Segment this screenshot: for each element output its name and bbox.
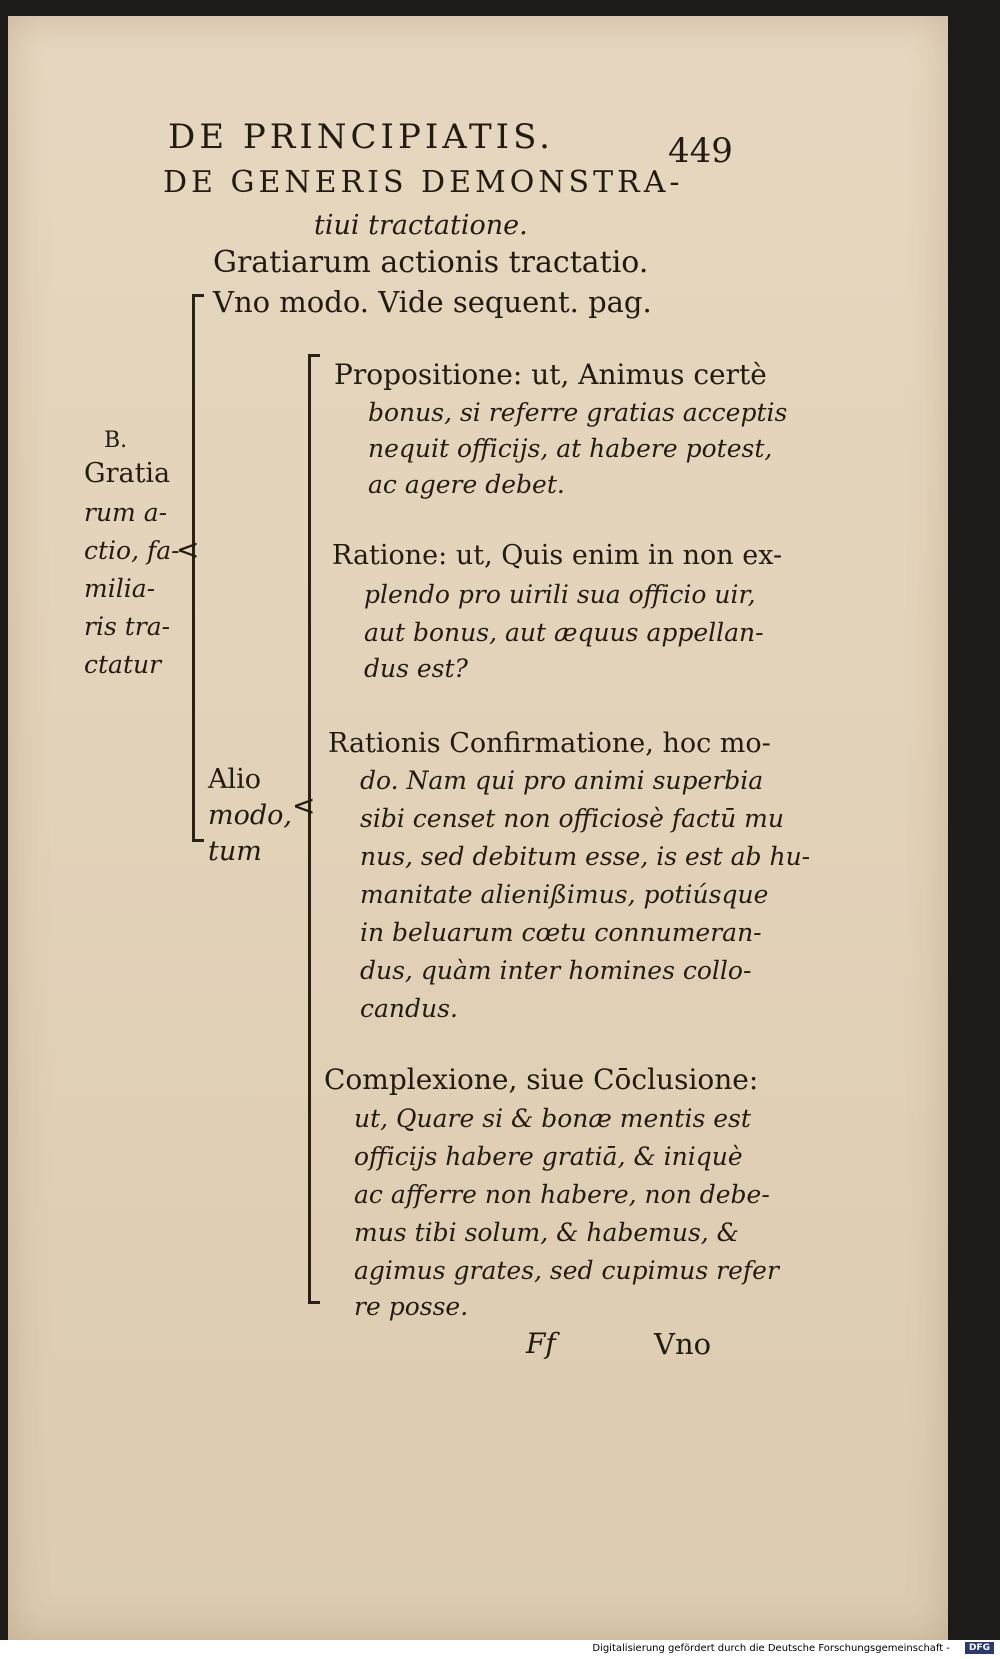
inner-bracket-bottom (308, 1301, 320, 1304)
section-title-line1: DE GENERIS DEMONSTRA- (163, 165, 684, 200)
section-confirmatione-line: do. Nam qui pro animi superbia (360, 766, 764, 795)
inner-brace-point: < (292, 789, 316, 822)
section-complexione-line: ut, Quare si & bonæ mentis est (354, 1104, 751, 1133)
section-complexione-line: re posse. (354, 1292, 469, 1321)
outer-brace-point: < (176, 533, 200, 566)
label-line: ris tra- (84, 612, 171, 641)
section-confirmatione-line: manitate alienißimus, potiúsque (360, 880, 769, 909)
label-letter: B. (104, 428, 128, 453)
section-complexione-line: mus tibi solum, & habemus, & (354, 1218, 739, 1247)
footer-credit: Digitalisierung gefördert durch die Deutsche Forschungsgemeinschaft - (592, 1643, 950, 1654)
label-line: ctio, fa- (84, 536, 180, 565)
subtitle: Gratiarum actionis tractatio. (213, 245, 649, 280)
vno-modo-entry: Vno modo. Vide sequent. pag. (213, 285, 652, 319)
alio-modo-line: tum (208, 836, 262, 867)
running-title: DE PRINCIPIATIS. (168, 117, 554, 157)
section-ratione-line: plendo pro uirili sua officio uir, (364, 580, 756, 609)
inner-bracket-top (308, 354, 320, 357)
outer-bracket-bottom (192, 839, 204, 842)
section-confirmatione-line: nus, sed debitum esse, is est ab hu- (360, 842, 811, 871)
section-confirmatione-line: candus. (360, 994, 458, 1023)
label-line: milia- (84, 574, 156, 603)
section-ratione-line: dus est? (364, 654, 468, 683)
section-propositione-line: nequit officijs, at habere potest, (368, 434, 773, 463)
footer-bar (0, 1640, 1000, 1659)
section-complexione-line: agimus grates, sed cupimus refer (354, 1256, 779, 1285)
section-ratione-line: Ratione: ut, Quis enim in non ex- (332, 540, 783, 571)
section-propositione-line: Propositione: ut, Animus certè (334, 358, 767, 391)
section-complexione-line: officijs habere gratiā, & iniquè (354, 1142, 743, 1171)
alio-modo-line: modo, (208, 800, 292, 831)
label-line: rum a- (84, 498, 168, 527)
section-propositione-line: bonus, si referre gratias acceptis (368, 398, 788, 427)
outer-bracket (192, 294, 195, 842)
inner-bracket (308, 354, 311, 1304)
page-number: 449 (668, 131, 733, 171)
section-complexione-line: ac afferre non habere, non debe- (354, 1180, 770, 1209)
signature-mark: Ff (526, 1327, 556, 1360)
section-confirmatione-line: dus, quàm inter homines collo- (360, 956, 752, 985)
section-ratione-line: aut bonus, aut æquus appellan- (364, 618, 764, 647)
section-title-line2: tiui tractatione. (314, 210, 528, 241)
label-line: ctatur (84, 650, 162, 679)
catchword: Vno (654, 1327, 712, 1361)
section-confirmatione-line: sibi censet non officiosè factū mu (360, 804, 784, 833)
label-line: Gratia (84, 458, 171, 489)
alio-modo-line: Alio (208, 764, 262, 795)
book-page (8, 16, 948, 1640)
section-complexione-line: Complexione, siue Cōclusione: (324, 1063, 759, 1096)
section-confirmatione-line: Rationis Confirmatione, hoc mo- (328, 728, 771, 759)
dfg-logo: DFG (965, 1642, 994, 1654)
outer-bracket-top (192, 294, 204, 297)
section-confirmatione-line: in beluarum cœtu connumeran- (360, 918, 762, 947)
section-propositione-line: ac agere debet. (368, 470, 565, 499)
